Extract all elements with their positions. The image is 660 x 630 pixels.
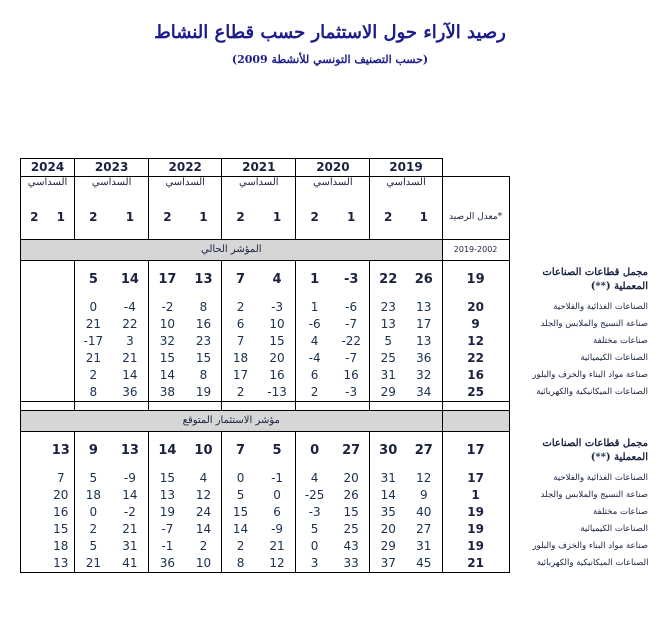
table-row xyxy=(21,384,651,402)
value-cell: 10 xyxy=(149,316,186,333)
half-label: 1 xyxy=(48,195,75,240)
value-cell: 12 xyxy=(406,470,442,487)
value-cell: 14 xyxy=(186,521,222,538)
row-label-line: المعملية (**) xyxy=(590,280,648,292)
value-cell: 0 xyxy=(296,538,333,555)
value-cell: 2 xyxy=(296,384,333,402)
value-cell: 27 xyxy=(406,521,442,538)
value-cell xyxy=(48,260,75,299)
value-cell xyxy=(48,384,75,402)
year-header-2024: 2024 xyxy=(21,159,75,177)
value-cell: 14 xyxy=(112,487,149,504)
value-cell: 9 xyxy=(406,487,442,504)
value-cell xyxy=(21,384,48,402)
value-cell: 21 xyxy=(75,555,112,573)
value-cell: 20 xyxy=(370,521,406,538)
average-cell: 19 xyxy=(442,504,509,521)
value-cell: 14 xyxy=(222,521,259,538)
half-label: 1 xyxy=(112,195,149,240)
value-cell: 14 xyxy=(149,431,186,470)
table-row xyxy=(21,316,651,333)
value-cell: 2 xyxy=(75,521,112,538)
value-cell: -3 xyxy=(333,384,370,402)
row-label xyxy=(509,260,650,299)
value-cell: 13 xyxy=(406,333,442,350)
value-cell: -13 xyxy=(259,384,296,402)
value-cell: 21 xyxy=(112,521,149,538)
table-row xyxy=(21,538,651,555)
value-cell: 15 xyxy=(149,350,186,367)
value-cell: -7 xyxy=(333,350,370,367)
value-cell: 18 xyxy=(222,350,259,367)
row-label: صناعة النسيج والملابس والجلد xyxy=(540,490,648,500)
value-cell xyxy=(48,316,75,333)
value-cell: 32 xyxy=(149,333,186,350)
average-cell: 19 xyxy=(442,521,509,538)
value-cell: 26 xyxy=(406,260,442,299)
value-cell: 2 xyxy=(222,384,259,402)
value-cell: 13 xyxy=(112,431,149,470)
year-header-2019: 2019 xyxy=(370,159,442,177)
value-cell: 6 xyxy=(296,367,333,384)
value-cell: 18 xyxy=(75,487,112,504)
value-cell xyxy=(21,555,48,573)
half-label: 2 xyxy=(21,195,48,240)
value-cell: 1 xyxy=(296,260,333,299)
value-cell: 1 xyxy=(296,299,333,316)
value-cell: 27 xyxy=(333,431,370,470)
value-cell xyxy=(48,333,75,350)
half-label: 2 xyxy=(149,195,186,240)
value-cell xyxy=(21,316,48,333)
value-cell: 16 xyxy=(186,316,222,333)
average-cell: 17 xyxy=(442,431,509,470)
value-cell: 23 xyxy=(370,299,406,316)
value-cell: 0 xyxy=(75,299,112,316)
value-cell: -22 xyxy=(333,333,370,350)
value-cell: 40 xyxy=(406,504,442,521)
average-cell: 12 xyxy=(442,333,509,350)
value-cell: 15 xyxy=(259,333,296,350)
half-label: 2 xyxy=(75,195,112,240)
half-label: 2 xyxy=(222,195,259,240)
half-label: 1 xyxy=(259,195,296,240)
row-label: صناعة مواد البناء والخزف والبلور xyxy=(532,541,648,551)
value-cell: 35 xyxy=(370,504,406,521)
row-label: صناعات مختلفة xyxy=(592,507,648,517)
value-cell: 22 xyxy=(370,260,406,299)
year-header-2020: 2020 xyxy=(296,159,370,177)
value-cell: 14 xyxy=(112,367,149,384)
value-cell: 4 xyxy=(259,260,296,299)
value-cell: 5 xyxy=(75,260,112,299)
value-cell: 21 xyxy=(75,316,112,333)
value-cell: 15 xyxy=(149,470,186,487)
value-cell: 2 xyxy=(186,538,222,555)
half-label: 2 xyxy=(296,195,333,240)
value-cell xyxy=(21,431,48,470)
value-cell: -2 xyxy=(112,504,149,521)
value-cell: -9 xyxy=(259,521,296,538)
value-cell: 17 xyxy=(222,367,259,384)
value-cell: 2 xyxy=(75,367,112,384)
value-cell: 31 xyxy=(406,538,442,555)
value-cell: 18 xyxy=(48,538,75,555)
value-cell: 10 xyxy=(186,555,222,573)
value-cell: -6 xyxy=(296,316,333,333)
period-label: 2019-2002 xyxy=(442,239,509,260)
average-cell: 1 xyxy=(442,487,509,504)
value-cell: 21 xyxy=(75,350,112,367)
semester-label: السداسي xyxy=(75,176,149,195)
value-cell: -6 xyxy=(333,299,370,316)
average-cell: 16 xyxy=(442,367,509,384)
total-row xyxy=(21,260,651,299)
value-cell: 25 xyxy=(370,350,406,367)
value-cell: 13 xyxy=(48,555,75,573)
value-cell xyxy=(21,470,48,487)
value-cell: 12 xyxy=(186,487,222,504)
value-cell: 17 xyxy=(406,316,442,333)
value-cell: 31 xyxy=(370,470,406,487)
value-cell: 19 xyxy=(149,504,186,521)
value-cell: 38 xyxy=(149,384,186,402)
value-cell: -7 xyxy=(149,521,186,538)
value-cell: -3 xyxy=(296,504,333,521)
value-cell: 10 xyxy=(186,431,222,470)
value-cell: 3 xyxy=(112,333,149,350)
value-cell: 32 xyxy=(406,367,442,384)
half-label: 1 xyxy=(333,195,370,240)
value-cell: 2 xyxy=(222,299,259,316)
value-cell: 17 xyxy=(149,260,186,299)
title-block xyxy=(0,22,660,66)
investment-balance-table xyxy=(20,158,651,573)
row-label: صناعة مواد البناء والخزف والبلور xyxy=(532,370,648,380)
value-cell: 12 xyxy=(259,555,296,573)
semester-label: السداسي xyxy=(222,176,296,195)
half-label: 1 xyxy=(186,195,222,240)
value-cell: 15 xyxy=(48,521,75,538)
semester-label: السداسي xyxy=(21,176,75,195)
value-cell: 34 xyxy=(406,384,442,402)
value-cell xyxy=(21,260,48,299)
half-label: 1 xyxy=(406,195,442,240)
row-label-line: مجمل قطاعات الصناعات xyxy=(542,266,648,278)
value-cell xyxy=(21,333,48,350)
row-label: الصناعات الغذائية والفلاحية xyxy=(553,473,648,483)
value-cell: 15 xyxy=(333,504,370,521)
table-row xyxy=(21,367,651,384)
value-cell: 5 xyxy=(370,333,406,350)
row-label-line: مجمل قطاعات الصناعات xyxy=(542,437,648,449)
value-cell: 9 xyxy=(75,431,112,470)
value-cell: 31 xyxy=(112,538,149,555)
value-cell: 29 xyxy=(370,538,406,555)
value-cell: 21 xyxy=(112,350,149,367)
value-cell: 13 xyxy=(406,299,442,316)
value-cell: 30 xyxy=(370,431,406,470)
value-cell: 19 xyxy=(186,384,222,402)
row-label: صناعات مختلفة xyxy=(592,336,648,346)
value-cell: 36 xyxy=(149,555,186,573)
total-row xyxy=(21,431,651,470)
semester-label: السداسي xyxy=(149,176,222,195)
average-cell: 20 xyxy=(442,299,509,316)
value-cell xyxy=(21,504,48,521)
value-cell: 41 xyxy=(112,555,149,573)
average-cell: 21 xyxy=(442,555,509,573)
value-cell xyxy=(21,350,48,367)
semester-label: السداسي xyxy=(296,176,370,195)
value-cell: 14 xyxy=(370,487,406,504)
value-cell: 13 xyxy=(186,260,222,299)
value-cell: 13 xyxy=(149,487,186,504)
value-cell: 24 xyxy=(186,504,222,521)
value-cell: 5 xyxy=(75,538,112,555)
table-row xyxy=(21,555,651,573)
table-row xyxy=(21,299,651,316)
value-cell: -3 xyxy=(259,299,296,316)
value-cell: 7 xyxy=(222,333,259,350)
value-cell xyxy=(48,299,75,316)
value-cell: 8 xyxy=(186,299,222,316)
section-band-row xyxy=(21,410,651,431)
value-cell: -25 xyxy=(296,487,333,504)
value-cell: 22 xyxy=(112,316,149,333)
value-cell xyxy=(48,350,75,367)
value-cell: 8 xyxy=(186,367,222,384)
value-cell: 21 xyxy=(259,538,296,555)
row-label: الصناعات الميكانيكية والكهربائية xyxy=(536,387,648,398)
value-cell: 20 xyxy=(48,487,75,504)
value-cell: 14 xyxy=(149,367,186,384)
value-cell: 5 xyxy=(259,431,296,470)
value-cell: -4 xyxy=(112,299,149,316)
value-cell: 31 xyxy=(370,367,406,384)
value-cell: -4 xyxy=(296,350,333,367)
value-cell xyxy=(21,299,48,316)
value-cell: 5 xyxy=(296,521,333,538)
value-cell: 16 xyxy=(333,367,370,384)
year-header-2022: 2022 xyxy=(149,159,222,177)
value-cell: 0 xyxy=(222,470,259,487)
average-cell: 19 xyxy=(442,260,509,299)
value-cell: 5 xyxy=(222,487,259,504)
value-cell: 20 xyxy=(333,470,370,487)
value-cell xyxy=(21,487,48,504)
section-gap-row xyxy=(21,401,651,410)
value-cell: 16 xyxy=(259,367,296,384)
average-cell: 9 xyxy=(442,316,509,333)
value-cell: 15 xyxy=(222,504,259,521)
table-row xyxy=(21,333,651,350)
value-cell: 14 xyxy=(112,260,149,299)
value-cell: 5 xyxy=(75,470,112,487)
table-row xyxy=(21,487,651,504)
section-band-label: المؤشر الحالي xyxy=(21,239,443,260)
year-header-row xyxy=(21,159,651,177)
value-cell: 13 xyxy=(370,316,406,333)
value-cell: 4 xyxy=(296,470,333,487)
page-subtitle: (حسب التصنيف التونسي للأنشطة 2009) xyxy=(231,53,429,66)
value-cell: -9 xyxy=(112,470,149,487)
value-cell: 13 xyxy=(48,431,75,470)
value-cell: 0 xyxy=(296,431,333,470)
value-cell xyxy=(21,367,48,384)
value-cell: 43 xyxy=(333,538,370,555)
value-cell: 15 xyxy=(186,350,222,367)
value-cell: 6 xyxy=(259,504,296,521)
table-row xyxy=(21,504,651,521)
row-label: الصناعات الغذائية والفلاحية xyxy=(553,302,648,312)
halves-row xyxy=(21,195,651,240)
value-cell: -7 xyxy=(333,316,370,333)
value-cell: 0 xyxy=(259,487,296,504)
table-body xyxy=(21,159,651,573)
table-row xyxy=(21,521,651,538)
value-cell: 10 xyxy=(259,316,296,333)
section-band-label: مؤشر الاستثمار المتوقع xyxy=(21,410,443,431)
value-cell: 33 xyxy=(333,555,370,573)
page-title: رصيد الآراء حول الاستثمار حسب قطاع النشاط xyxy=(154,22,506,43)
value-cell: 7 xyxy=(48,470,75,487)
value-cell: -1 xyxy=(259,470,296,487)
value-cell: 45 xyxy=(406,555,442,573)
value-cell: 16 xyxy=(48,504,75,521)
table-row xyxy=(21,470,651,487)
value-cell: 8 xyxy=(75,384,112,402)
value-cell: 29 xyxy=(370,384,406,402)
value-cell: -17 xyxy=(75,333,112,350)
semester-row xyxy=(21,176,651,195)
average-cell: 19 xyxy=(442,538,509,555)
value-cell: 3 xyxy=(296,555,333,573)
value-cell: -1 xyxy=(149,538,186,555)
value-cell: 7 xyxy=(222,431,259,470)
value-cell: 7 xyxy=(222,260,259,299)
value-cell: 20 xyxy=(259,350,296,367)
value-cell: 6 xyxy=(222,316,259,333)
value-cell: 4 xyxy=(296,333,333,350)
value-cell: 2 xyxy=(222,538,259,555)
average-cell: 17 xyxy=(442,470,509,487)
semester-label: السداسي xyxy=(370,176,442,195)
value-cell: 36 xyxy=(406,350,442,367)
half-label: 2 xyxy=(370,195,406,240)
value-cell: 36 xyxy=(112,384,149,402)
value-cell: 37 xyxy=(370,555,406,573)
value-cell: 23 xyxy=(186,333,222,350)
value-cell xyxy=(21,538,48,555)
row-label: الصناعات الكيميائية xyxy=(580,353,648,363)
average-cell: 25 xyxy=(442,384,509,402)
row-label: الصناعات الكيميائية xyxy=(580,524,648,534)
row-label: صناعة النسيج والملابس والجلد xyxy=(540,319,648,329)
year-header-2021: 2021 xyxy=(222,159,296,177)
value-cell: -2 xyxy=(149,299,186,316)
row-label: الصناعات الميكانيكية والكهربائية xyxy=(536,558,649,569)
row-label xyxy=(509,431,650,470)
average-header: معدل الرصيد* xyxy=(442,195,509,240)
value-cell: 25 xyxy=(333,521,370,538)
value-cell xyxy=(21,521,48,538)
value-cell: 0 xyxy=(75,504,112,521)
value-cell: 4 xyxy=(186,470,222,487)
average-cell: 22 xyxy=(442,350,509,367)
value-cell: -3 xyxy=(333,260,370,299)
table-row xyxy=(21,350,651,367)
value-cell: 26 xyxy=(333,487,370,504)
value-cell xyxy=(48,367,75,384)
section-band-row xyxy=(21,239,651,260)
row-label-line: المعملية (**) xyxy=(590,451,648,463)
value-cell: 27 xyxy=(406,431,442,470)
value-cell: 8 xyxy=(222,555,259,573)
year-header-2023: 2023 xyxy=(75,159,149,177)
